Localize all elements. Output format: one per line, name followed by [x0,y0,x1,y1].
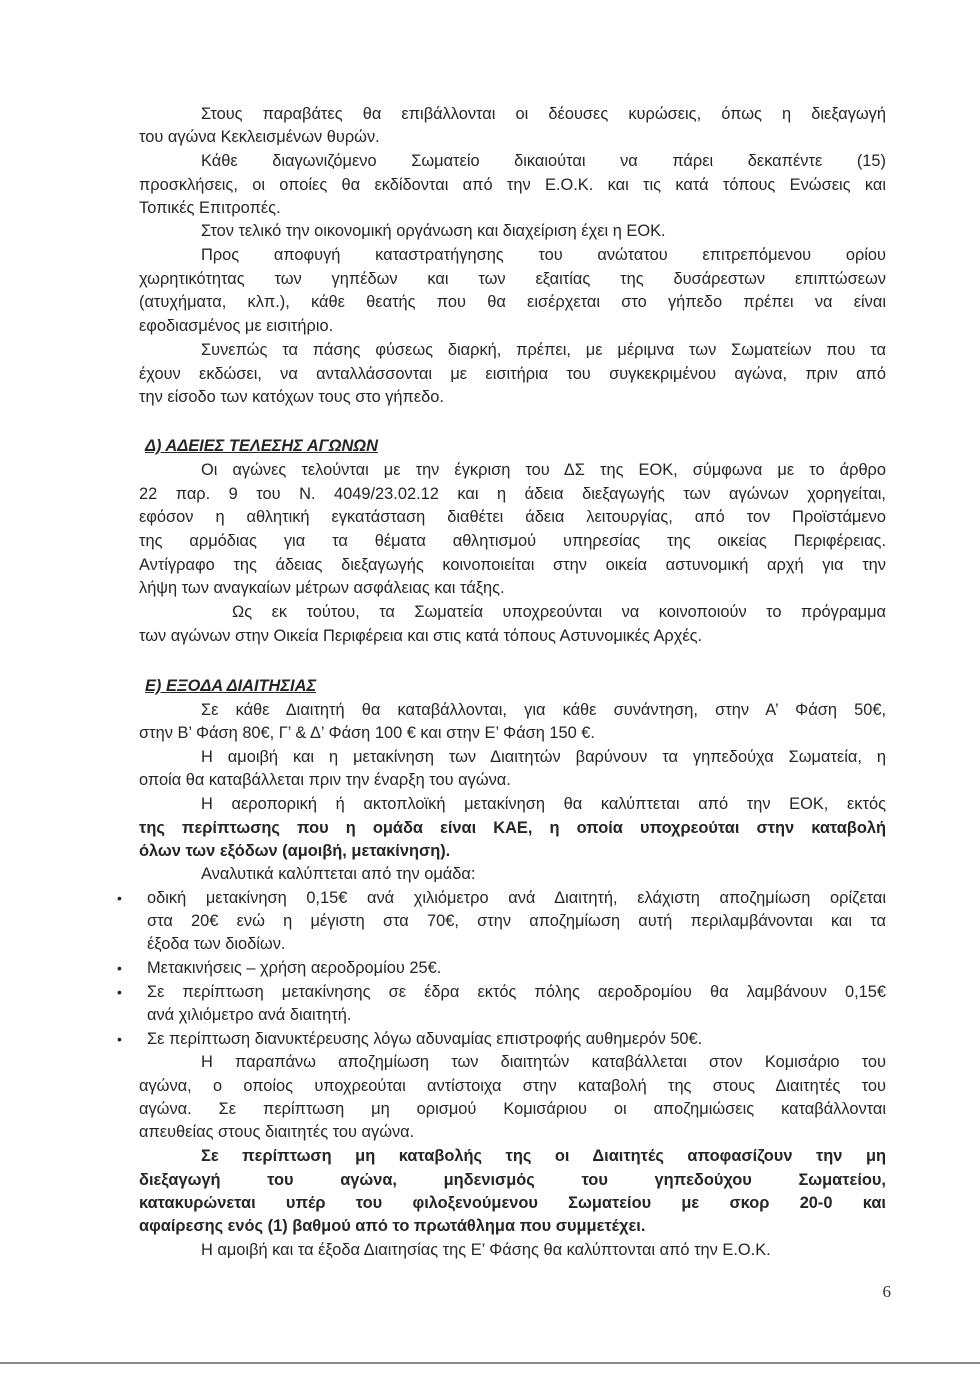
bottom-divider [0,1362,980,1364]
text-line: (ατυχήματα, κλπ.), κάθε θεατής που θα εισέρχεται στο γήπεδο πρέπει να είναι [139,293,886,311]
text-line: διεξαγωγή του αγώνα, μηδενισμός του γηπεδούχου Σωματείου, [139,1171,886,1189]
text-line: Η αμοιβή και η μετακίνηση των Διαιτητών βαρύνουν τα γηπεδούχα Σωματεία, η [201,748,886,766]
text-line: Οι αγώνες τελούνται με την έγκριση του ΔΣ της ΕΟΚ, σύμφωνα με το άρθρο [201,461,886,479]
text-line: Η παραπάνω αποζημίωση των διαιτητών καταβάλλεται στον Κομισάριο του [201,1053,886,1071]
text-line: της περίπτωσης που η ομάδα είναι ΚΑΕ, η οποία υποχρεούται στην καταβολή [139,819,886,837]
text-line: Ως εκ τούτου, τα Σωματεία υποχρεούνται να κοινοποιούν το πρόγραμμα [232,603,886,621]
text-line: έχουν εκδώσει, να ανταλλάσσονται με εισιτήρια του συγκεκριμένου αγώνα, πριν από [139,365,886,383]
text-line: στην Β’ Φάση 80€, Γ’ & Δ’ Φάση 100 € και στην Ε’ Φάση 150 €. [139,724,595,742]
text-line: 22 παρ. 9 του Ν. 4049/23.02.12 και η άδεια διεξαγωγής των αγώνων χορηγείται, [139,485,886,503]
text-line: εφοδιασμένος με εισιτήριο. [139,317,334,335]
page-number: 6 [882,1282,891,1301]
text-line: Αντίγραφο της άδειας διεξαγωγής κοινοποιείται στην οικεία αστυνομική αρχή για την [139,556,886,574]
text-line: των αγώνων στην Οικεία Περιφέρεια και στις κατά τόπους Αστυνομικές Αρχές. [139,627,703,645]
bullet-icon: • [117,960,122,976]
text-line: Μετακινήσεις – χρήση αεροδρομίου 25€. [147,959,442,977]
bullet-icon: • [117,890,122,906]
text-line: όλων των εξόδων (αμοιβή, μετακίνηση). [139,842,451,860]
text-line: εφόσον η αθλητική εγκατάσταση διαθέτει άδεια λειτουργίας, από τον Προϊστάμενο [139,508,886,526]
text-line: αγώνα, ο οποίος υποχρεούται αντίστοιχα στην καταβολή της στους Διαιτητές του [139,1077,886,1095]
text-line: κατακυρώνεται υπέρ του φιλοξενούμενου Σωματείου με σκορ 20-0 και [139,1194,886,1212]
text-line: οδική μετακίνηση 0,15€ ανά χιλιόμετρο ανά Διαιτητή, ελάχιστη αποζημίωση ορίζεται [147,889,886,907]
text-line: ανά χιλιόμετρο ανά διαιτητή. [147,1006,352,1024]
text-line: αφαίρεσης ενός (1) βαθμού από το πρωτάθλημα που συμμετέχει. [139,1217,646,1235]
text-line: Τοπικές Επιτροπές. [139,199,281,217]
bullet-icon: • [117,984,122,1000]
text-line: Σε περίπτωση διανυκτέρευσης λόγω αδυναμίας επιστροφής αυθημερόν 50€. [147,1030,703,1048]
text-line: χωρητικότητας των γηπέδων και των εξαιτίας της δυσάρεστων επιπτώσεων [139,270,886,288]
text-line: του αγώνα Κεκλεισμένων θυρών. [139,128,380,146]
text-line: αγώνα. Σε περίπτωση μη ορισμού Κομισάριου οι αποζημιώσεις καταβάλλονται [139,1100,886,1118]
text-line: Σε περίπτωση μετακίνησης σε έδρα εκτός πόλης αεροδρομίου θα λαμβάνουν 0,15€ [147,983,886,1001]
text-line: της αρμόδιας για τα θέματα αθλητισμού υπηρεσίας της οικείας Περιφέρειας. [139,532,886,550]
text-line: Σε κάθε Διαιτητή θα καταβάλλονται, για κάθε συνάντηση, στην Α’ Φάση 50€, [201,701,886,719]
text-line: απευθείας στους διαιτητές του αγώνα. [139,1123,415,1141]
text-line: την είσοδο των κατόχων τους στο γήπεδο. [139,388,444,406]
text-line: Συνεπώς τα πάσης φύσεως διαρκή, πρέπει, με μέριμνα των Σωματείων που τα [201,341,886,359]
text-line: Στους παραβάτες θα επιβάλλονται οι δέουσες κυρώσεις, όπως η διεξαγωγή [201,105,886,123]
text-line: προσκλήσεις, οι οποίες θα εκδίδονται από την Ε.Ο.Κ. και τις κατά τόπους Ενώσεις και [139,176,886,194]
text-line: Σε περίπτωση μη καταβολής της οι Διαιτητές αποφασίζουν την μη [201,1147,886,1165]
text-line: στα 20€ ενώ η μέγιστη στα 70€, στην αποζημίωση αυτή περιλαμβάνονται και τα [147,912,886,930]
text-line: οποία θα καταβάλλεται πριν την έναρξη του αγώνα. [139,771,511,789]
bullet-icon: • [117,1031,122,1047]
section-heading: Δ) ΑΔΕΙΕΣ ΤΕΛΕΣΗΣ ΑΓΩΝΩΝ [145,437,378,455]
text-line: Η αμοιβή και τα έξοδα Διαιτησίας της Ε’ Φάσης θα καλύπτονται από την Ε.Ο.Κ. [201,1241,771,1259]
text-line: Κάθε διαγωνιζόμενο Σωματείο δικαιούται να πάρει δεκαπέντε (15) [201,152,886,170]
text-line: λήψη των αναγκαίων μέτρων ασφάλειας και τάξης. [139,579,505,597]
text-line: Προς αποφυγή καταστρατήγησης του ανώτατου επιτρεπόμενου ορίου [201,246,886,264]
text-line: Αναλυτικά καλύπτεται από την ομάδα: [201,865,476,883]
text-line: Η αεροπορική ή ακτοπλοϊκή μετακίνηση θα καλύπτεται από την ΕΟΚ, εκτός [201,795,886,813]
section-heading: Ε) ΕΞΟΔΑ ΔΙΑΙΤΗΣΙΑΣ [145,677,317,695]
text-line: Στον τελικό την οικονομική οργάνωση και διαχείριση έχει η ΕΟΚ. [201,222,666,240]
text-line: έξοδα των διοδίων. [147,935,286,953]
